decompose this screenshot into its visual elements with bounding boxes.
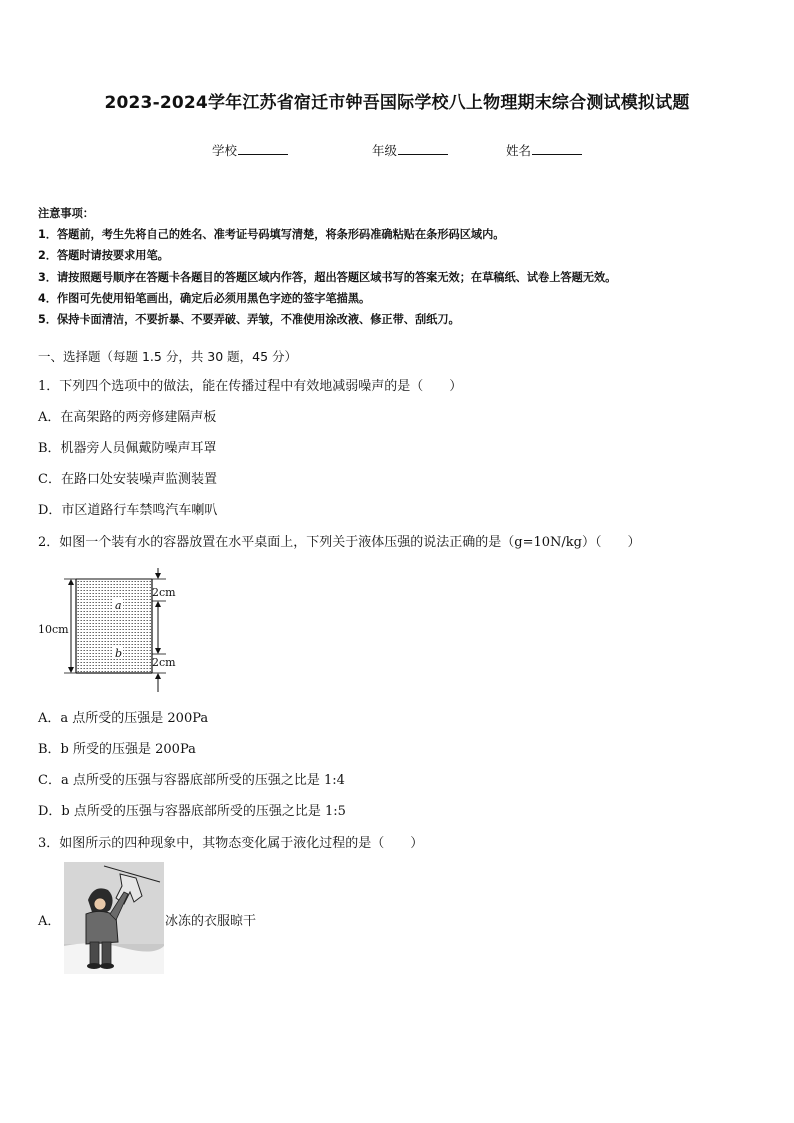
bottom-height-label: 2cm [152,656,176,669]
person-hanging-clothes-icon [64,862,164,978]
notice-block [38,203,768,330]
notice-item: 2．答题时请按要求用笔。 [38,249,169,263]
question-3-stem: 3．如图所示的四种现象中，其物态变化属于液化过程的是（ ） [38,836,424,851]
name-field [506,141,582,159]
notice-item: 5．保持卡面清洁，不要折暴、不要弄破、弄皱，不准使用涂改液、修正带、刮纸刀。 [38,313,460,327]
school-blank[interactable] [238,141,288,155]
question-2-option-a[interactable]: A．a 点所受的压强是 200Pa [38,711,209,726]
height-label: 10cm [38,623,69,636]
question-1-option-b[interactable]: B．机器旁人员佩戴防噪声耳罩 [38,441,217,456]
notice-item: 3．请按照题号顺序在答题卡各题目的答题区域内作答，超出答题区域书写的答案无效；在草稿纸、试卷上答题无效。 [38,270,617,284]
notice-item: 1．答题前，考生先将自己的姓名、准考证号码填写清楚，将条形码准确粘贴在条形码区域内。 [38,228,505,242]
grade-label: 年级 [372,143,398,158]
point-b-label: b [115,647,123,660]
grade-field [372,141,448,159]
question-1-option-a[interactable]: A．在高架路的两旁修建隔声板 [38,410,217,425]
question-2-option-b[interactable]: B．b 所受的压强是 200Pa [38,742,196,757]
section-heading: 一、选择题（每题 1.5 分，共 30 题，45 分） [38,349,298,364]
question-2-stem: 2．如图一个装有水的容器放置在水平桌面上，下列关于液体压强的说法正确的是（g=10N/kg）（ ） [38,535,641,550]
school-field [212,141,288,159]
point-a-label: a [115,599,122,612]
name-blank[interactable] [532,141,582,155]
notice-heading: 注意事项： [38,207,94,220]
grade-blank[interactable] [398,141,448,155]
top-depth-label: 2cm [152,586,176,599]
container-diagram [38,568,188,698]
question-1-option-d[interactable]: D．市区道路行车禁鸣汽车喇叭 [38,503,218,518]
option-a-label: A． [38,914,61,929]
water-container-figure [38,568,188,694]
question-2-option-c[interactable]: C．a 点所受的压强与容器底部所受的压强之比是 1:4 [38,773,345,788]
question-2-option-d[interactable]: D．b 点所受的压强与容器底部所受的压强之比是 1:5 [38,804,346,819]
school-label: 学校 [212,143,238,158]
notice-item: 4．作图可先使用铅笔画出，确定后必须用黑色字迹的签字笔描黑。 [38,291,371,305]
page-title: 2023-2024学年江苏省宿迁市钟吾国际学校八上物理期末综合测试模拟试题 [104,93,690,113]
question-3-option-a[interactable] [38,862,438,976]
question-1-option-c[interactable]: C．在路口处安装噪声监测装置 [38,472,217,487]
question-1-stem: 1．下列四个选项中的做法，能在传播过程中有效地减弱噪声的是（ ） [38,379,463,394]
option-a-caption: 冰冻的衣服晾干 [165,914,257,929]
name-label: 姓名 [506,143,532,158]
